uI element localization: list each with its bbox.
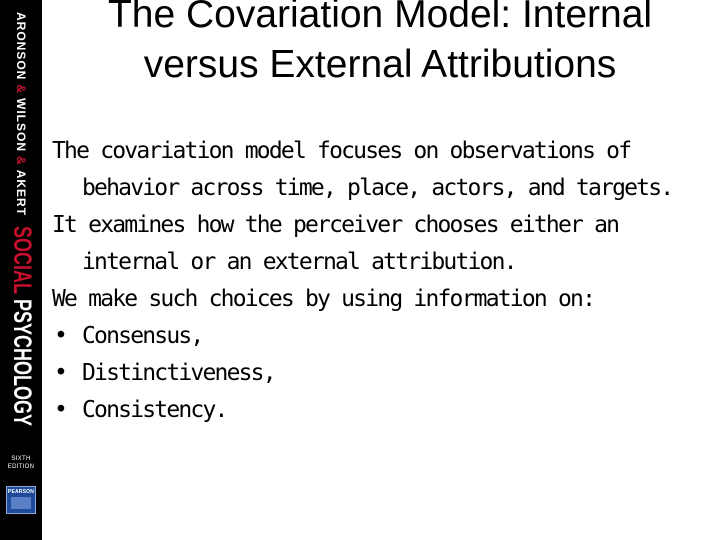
bullet-item-consistency [52, 392, 712, 429]
book-title-psychology: PSYCHOLOGY [8, 299, 36, 427]
edition-line-1: SIXTH [11, 456, 31, 462]
bullet-item-consensus [52, 318, 712, 355]
slide-title: The Covariation Model: Internal versus External Attributions [107, 0, 653, 86]
edition-line-2: EDITION [7, 464, 35, 470]
author-akert: AKERT [14, 169, 28, 217]
authors-label [14, 12, 28, 216]
bullet-item-distinctiveness [52, 355, 712, 392]
publisher-name: PEARSON [7, 489, 35, 495]
book-spine [0, 0, 42, 540]
slide-body [52, 133, 712, 429]
paragraph-perceiver-choice: It examines how the perceiver chooses either an internal or an external attribution. [52, 212, 619, 275]
book-title [7, 226, 36, 426]
publisher-logo [6, 486, 36, 514]
paragraph-information-sources: We make such choices by using information on: [52, 286, 595, 312]
book-title-social: SOCIAL [8, 226, 36, 295]
bullet-dot-icon: • [54, 397, 67, 423]
bullet-text: Distinctiveness, [82, 360, 275, 386]
bullet-text: Consensus, [82, 323, 203, 349]
publisher-mark-icon [11, 497, 31, 509]
ampersand-1: & [14, 84, 28, 95]
paragraph-covariation-model: The covariation model focuses on observations of behavior across time, place, actors, and targets. [52, 138, 673, 201]
author-wilson: WILSON [14, 98, 28, 153]
bullet-text: Consistency. [82, 397, 227, 423]
bullet-dot-icon: • [54, 360, 67, 386]
ampersand-2: & [14, 156, 28, 166]
bullet-dot-icon: • [54, 323, 67, 349]
author-aronson: ARONSON [14, 12, 28, 81]
edition-label [0, 455, 42, 471]
